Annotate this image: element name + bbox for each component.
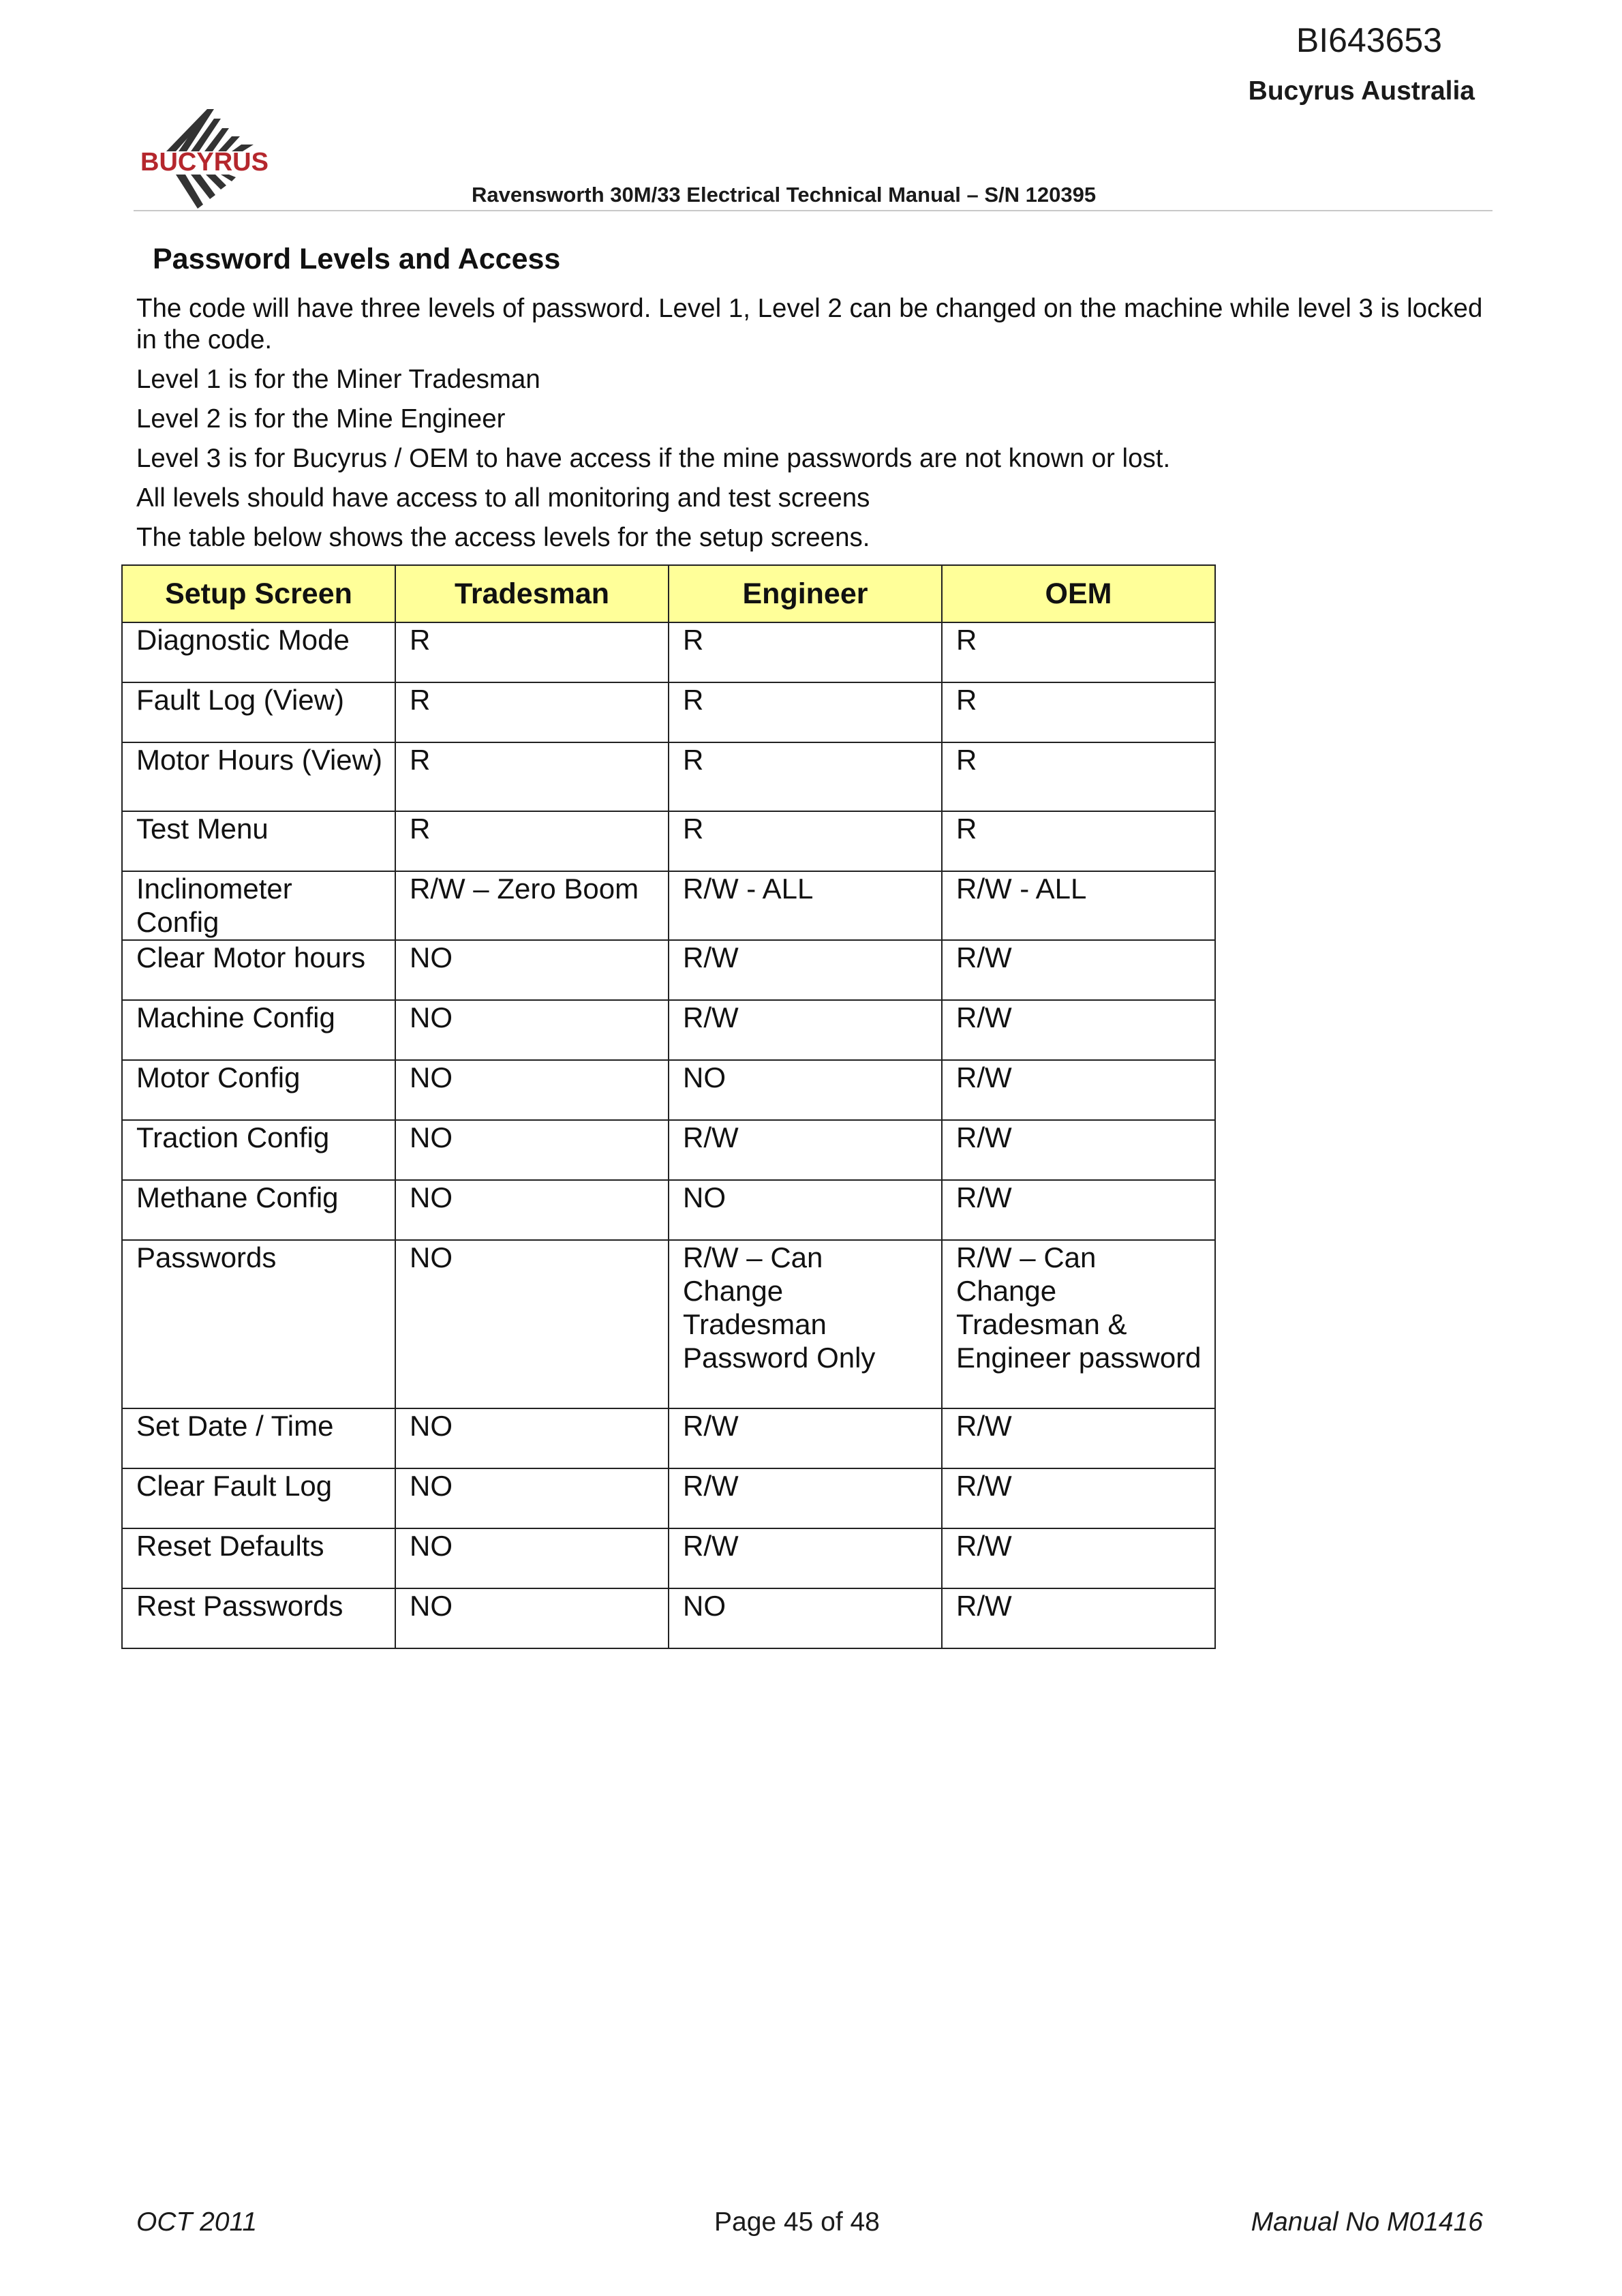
cell-oem: R/W - ALL	[942, 871, 1215, 940]
table-row	[122, 1528, 1215, 1588]
cell-setup-screen: Clear Fault Log	[122, 1468, 395, 1528]
cell-setup-screen: Fault Log (View)	[122, 682, 395, 742]
cell-tradesman: NO	[395, 1528, 669, 1588]
cell-tradesman: R	[395, 811, 669, 871]
cell-oem: R/W	[942, 1468, 1215, 1528]
cell-tradesman: NO	[395, 1588, 669, 1648]
table-row	[122, 1408, 1215, 1468]
cell-setup-screen: Motor Hours (View)	[122, 742, 395, 811]
table-row	[122, 742, 1215, 811]
cell-tradesman: R	[395, 742, 669, 811]
intro-paragraph: All levels should have access to all monitoring and test screens	[136, 483, 870, 513]
table-row	[122, 1000, 1215, 1060]
footer-date: OCT 2011	[136, 2207, 258, 2237]
column-header-tradesman: Tradesman	[395, 565, 669, 622]
cell-setup-screen: Reset Defaults	[122, 1528, 395, 1588]
table-row	[122, 1120, 1215, 1180]
cell-setup-screen: Set Date / Time	[122, 1408, 395, 1468]
column-header-engineer: Engineer	[669, 565, 942, 622]
cell-setup-screen: Passwords	[122, 1240, 395, 1408]
cell-oem: R/W	[942, 1120, 1215, 1180]
cell-engineer: R	[669, 622, 942, 682]
cell-engineer: R/W – Can Change Tradesman Password Only	[669, 1240, 942, 1408]
footer-page-number: Page 45 of 48	[714, 2207, 880, 2237]
intro-paragraph: Level 1 is for the Miner Tradesman	[136, 365, 540, 394]
cell-setup-screen: Traction Config	[122, 1120, 395, 1180]
cell-setup-screen: Inclinometer Config	[122, 871, 395, 940]
cell-setup-screen: Motor Config	[122, 1060, 395, 1120]
cell-setup-screen: Clear Motor hours	[122, 940, 395, 1000]
cell-tradesman: NO	[395, 1240, 669, 1408]
table-row	[122, 871, 1215, 940]
cell-oem: R	[942, 742, 1215, 811]
cell-tradesman: NO	[395, 1408, 669, 1468]
logo-wordmark: BUCYRUS	[140, 148, 269, 177]
bucyrus-logo	[134, 109, 282, 209]
intro-paragraph: Level 2 is for the Mine Engineer	[136, 404, 506, 434]
table-row	[122, 682, 1215, 742]
doc-id: BI643653	[1296, 21, 1442, 59]
cell-setup-screen: Diagnostic Mode	[122, 622, 395, 682]
cell-engineer: NO	[669, 1180, 942, 1240]
table-row	[122, 940, 1215, 1000]
manual-title: Ravensworth 30M/33 Electrical Technical Manual – S/N 120395	[472, 183, 1097, 207]
cell-oem: R	[942, 682, 1215, 742]
access-levels-table	[121, 564, 1216, 1649]
section-title: Password Levels and Access	[153, 243, 561, 275]
table-row	[122, 811, 1215, 871]
column-header-setup-screen: Setup Screen	[122, 565, 395, 622]
cell-engineer: R/W	[669, 1000, 942, 1060]
cell-tradesman: NO	[395, 1060, 669, 1120]
cell-oem: R/W	[942, 1588, 1215, 1648]
cell-engineer: R/W	[669, 940, 942, 1000]
cell-oem: R/W	[942, 1180, 1215, 1240]
cell-oem: R/W	[942, 1528, 1215, 1588]
table-row	[122, 1060, 1215, 1120]
cell-tradesman: R	[395, 622, 669, 682]
cell-tradesman: NO	[395, 1000, 669, 1060]
cell-setup-screen: Test Menu	[122, 811, 395, 871]
cell-engineer: R/W	[669, 1528, 942, 1588]
cell-engineer: R	[669, 742, 942, 811]
table-row	[122, 622, 1215, 682]
cell-oem: R/W – Can Change Tradesman & Engineer password	[942, 1240, 1215, 1408]
cell-tradesman: NO	[395, 1180, 669, 1240]
cell-engineer: R/W	[669, 1120, 942, 1180]
cell-oem: R/W	[942, 1000, 1215, 1060]
cell-engineer: NO	[669, 1060, 942, 1120]
cell-oem: R/W	[942, 1408, 1215, 1468]
footer-manual-number: Manual No M01416	[1251, 2207, 1483, 2237]
table-row	[122, 1468, 1215, 1528]
intro-paragraph: The table below shows the access levels for the setup screens.	[136, 523, 870, 552]
table-row	[122, 1240, 1215, 1408]
cell-setup-screen: Methane Config	[122, 1180, 395, 1240]
cell-engineer: R	[669, 682, 942, 742]
cell-oem: R/W	[942, 1060, 1215, 1120]
cell-tradesman: NO	[395, 1468, 669, 1528]
cell-engineer: R/W	[669, 1468, 942, 1528]
company-name: Bucyrus Australia	[1248, 76, 1475, 106]
cell-setup-screen: Machine Config	[122, 1000, 395, 1060]
cell-setup-screen: Rest Passwords	[122, 1588, 395, 1648]
column-header-oem: OEM	[942, 565, 1215, 622]
cell-tradesman: R/W – Zero Boom	[395, 871, 669, 940]
cell-engineer: R/W - ALL	[669, 871, 942, 940]
header-divider	[134, 210, 1493, 211]
cell-tradesman: NO	[395, 940, 669, 1000]
table-row	[122, 1588, 1215, 1648]
cell-engineer: NO	[669, 1588, 942, 1648]
intro-text	[136, 293, 1493, 562]
table-header-row	[122, 565, 1215, 622]
intro-paragraph: Level 3 is for Bucyrus / OEM to have access if the mine passwords are not known or lost.	[136, 444, 1171, 473]
cell-engineer: R	[669, 811, 942, 871]
cell-oem: R	[942, 811, 1215, 871]
cell-tradesman: NO	[395, 1120, 669, 1180]
table-row	[122, 1180, 1215, 1240]
intro-paragraph: The code will have three levels of password. Level 1, Level 2 can be changed on the machine while level 3 is locked in the code.	[136, 294, 1483, 354]
cell-engineer: R/W	[669, 1408, 942, 1468]
cell-oem: R/W	[942, 940, 1215, 1000]
cell-tradesman: R	[395, 682, 669, 742]
cell-oem: R	[942, 622, 1215, 682]
